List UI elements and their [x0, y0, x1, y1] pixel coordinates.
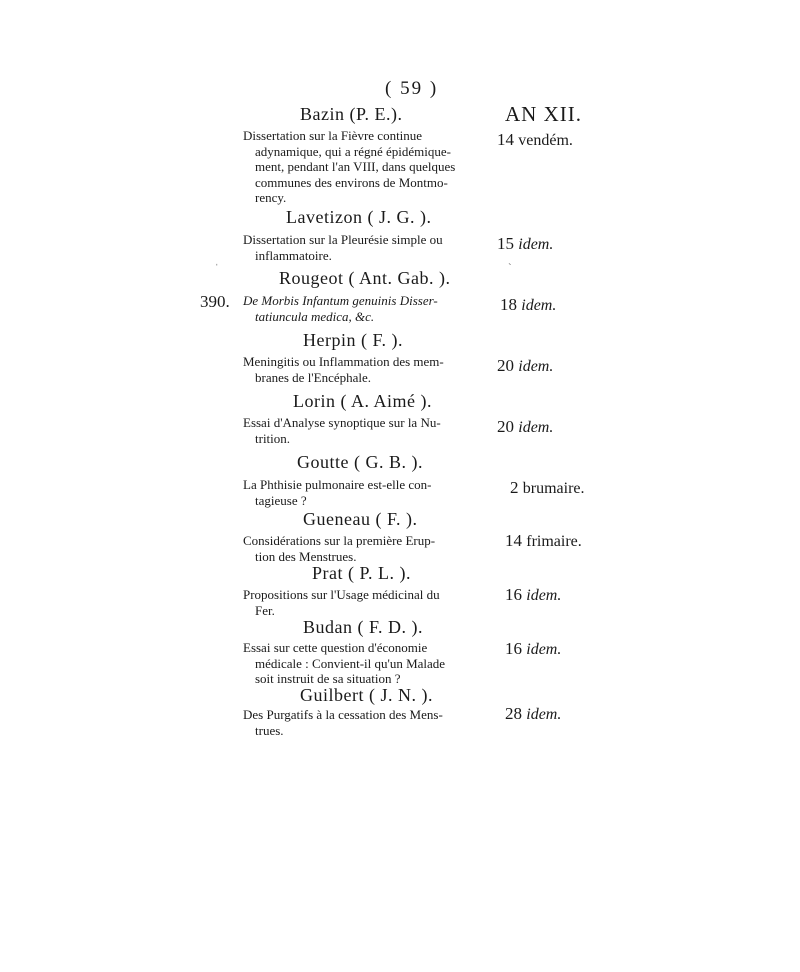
date-month: idem. [518, 236, 554, 253]
entry-description [243, 707, 487, 738]
date-month: idem. [526, 641, 562, 658]
entry-date [505, 585, 561, 605]
description-line: Des Purgatifs à la cessation des Mens- [243, 707, 443, 722]
description-line: inflammatoire. [255, 247, 332, 263]
description-line: tagieuse ? [255, 492, 307, 508]
description-line: rency. [255, 190, 287, 205]
date-day: 2 [510, 478, 519, 497]
description-line: Dissertation sur la Pleurésie simple ou [243, 232, 443, 247]
date-day: 20 [497, 417, 514, 436]
description-line: branes de l'Encéphale. [255, 369, 372, 385]
date-day: 28 [505, 704, 522, 723]
author-name: Lavetizon ( J. G. ). [286, 207, 432, 227]
entry-date [505, 639, 561, 659]
date-day: 14 [505, 531, 522, 550]
entry-description [243, 415, 487, 446]
date-month: brumaire. [522, 480, 585, 497]
author-name: Gueneau ( F. ). [303, 509, 418, 529]
description-line: communes des environs de Montmo- [255, 174, 448, 190]
author-name: Bazin (P. E.). [300, 104, 403, 124]
description-line: tatiuncula medica, &c. [255, 308, 375, 324]
entry-description [243, 533, 487, 564]
description-line: Considérations sur la première Erup- [243, 533, 436, 548]
description-line: adynamique, qui a régné épidémique- [255, 143, 452, 159]
author-name: Herpin ( F. ). [303, 330, 404, 350]
description-line: soit instruit de sa situation ? [255, 671, 401, 686]
margin-entry-number: 390. [200, 292, 230, 311]
entry-date [497, 417, 553, 437]
date-month: idem. [518, 358, 554, 375]
author-name: Prat ( P. L. ). [312, 563, 411, 583]
entry-date [497, 130, 573, 150]
entry-date [505, 531, 582, 551]
date-day: 16 [505, 585, 522, 604]
entry-description [243, 128, 487, 206]
date-month: vendém. [518, 132, 573, 149]
entry-date [510, 478, 585, 498]
entry-date [497, 234, 553, 254]
entry-date [500, 295, 556, 315]
entry-description [243, 232, 487, 263]
description-line: Essai sur cette question d'économie [243, 640, 428, 655]
entry-description [243, 477, 487, 508]
entry-date [505, 704, 561, 724]
description-line: Meningitis ou Inflammation des mem- [243, 354, 444, 369]
description-line: trition. [255, 430, 291, 446]
description-line: ment, pendant l'an VIII, dans quelques [255, 159, 456, 174]
date-month: idem. [526, 587, 562, 604]
description-line: Dissertation sur la Fièvre continue [243, 128, 423, 143]
description-line: La Phthisie pulmonaire est-elle con- [243, 477, 432, 492]
author-name: Rougeot ( Ant. Gab. ). [279, 268, 451, 288]
ink-speck: ˋ [508, 262, 512, 274]
author-name: Goutte ( G. B. ). [297, 452, 423, 472]
author-name: Guilbert ( J. N. ). [300, 685, 433, 705]
description-line: Essai d'Analyse synoptique sur la Nu- [243, 415, 441, 430]
ink-speck: ˈ [215, 262, 219, 274]
date-day: 18 [500, 295, 517, 314]
author-name: Lorin ( A. Aimé ). [293, 391, 432, 411]
entry-description [243, 293, 487, 324]
description-line: Fer. [255, 602, 275, 618]
page-number: ( 59 ) [385, 78, 439, 99]
description-line: De Morbis Infantum genuinis Disser- [243, 293, 438, 308]
description-line: médicale : Convient-il qu'un Malade [255, 655, 446, 671]
description-line: tion des Menstrues. [255, 548, 357, 564]
entry-date [497, 356, 553, 376]
date-day: 14 [497, 130, 514, 149]
year-heading: AN XII. [505, 102, 582, 126]
entry-description [243, 354, 487, 385]
date-month: idem. [521, 297, 557, 314]
author-name: Budan ( F. D. ). [303, 617, 424, 637]
date-month: idem. [518, 419, 554, 436]
date-month: frimaire. [526, 533, 582, 550]
description-line: Propositions sur l'Usage médicinal du [243, 587, 440, 602]
date-day: 20 [497, 356, 514, 375]
description-line: trues. [255, 722, 284, 738]
entry-description [243, 587, 487, 618]
date-month: idem. [526, 706, 562, 723]
date-day: 16 [505, 639, 522, 658]
date-day: 15 [497, 234, 514, 253]
entry-description [243, 640, 487, 687]
